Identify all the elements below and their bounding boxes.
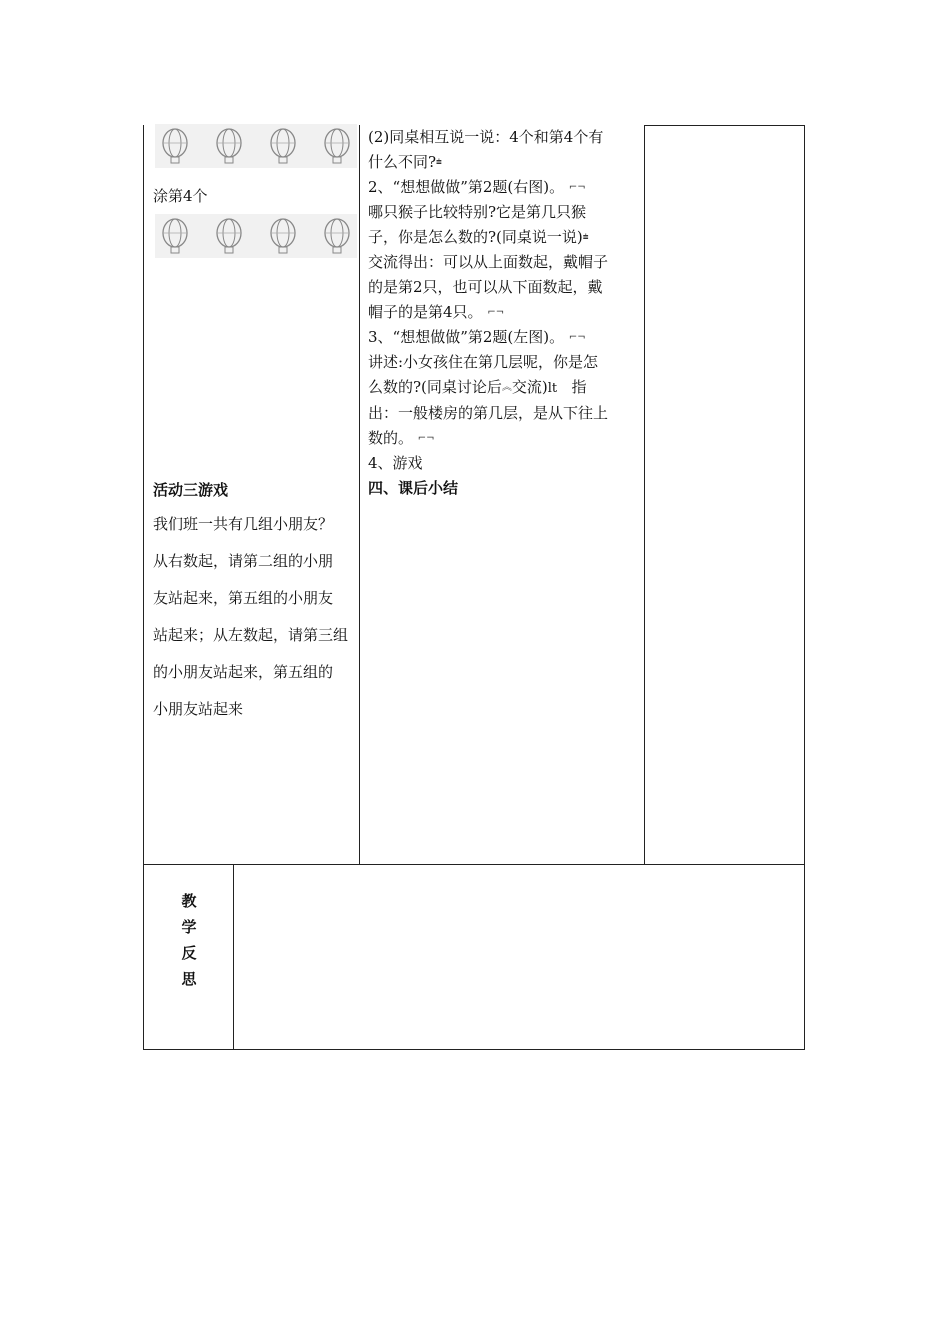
color-fourth-label: 涂第4个 [153, 187, 208, 205]
activity-line: 小朋友站起来 [153, 700, 244, 718]
balloon-icon [267, 216, 299, 256]
activity-text [153, 506, 358, 728]
reflection-char: 学 [181, 918, 197, 936]
balloon-icon [267, 126, 299, 166]
reflection-char: 教 [181, 892, 197, 910]
activity-line: 友站起来，第五组的小朋友 [153, 589, 334, 607]
process-line: 么数的?(同桌讨论后︽交流)lt 指 [368, 378, 587, 396]
balloon-icon [159, 126, 191, 166]
paragraph-mark-icon: ⌐¬ [487, 307, 505, 318]
process-line: 2、“想想做做”第2题(右图)。 ⌐¬ [368, 178, 586, 196]
summary-heading: 四、课后小结 [368, 479, 459, 497]
process-line: 数的。 ⌐¬ [368, 429, 435, 447]
process-line: 哪只猴子比较特别?它是第几只猴 [368, 203, 587, 221]
activity-line: 的小朋友站起来，第五组的 [153, 663, 334, 681]
reflection-content-area[interactable] [235, 866, 803, 1048]
process-line: 什么不同?⩧ [368, 153, 442, 171]
col-divider-1 [359, 125, 360, 865]
activity-line: 站起来；从左数起，请第三组 [153, 626, 349, 644]
process-line: 的是第2只，也可以从下面数起，戴 [368, 278, 603, 296]
process-line: 子，你是怎么数的?(同桌说一说)⩧ [368, 228, 589, 246]
balloon-row-bottom [155, 214, 357, 258]
paragraph-mark-icon: ⌐¬ [568, 182, 586, 193]
activity-title: 活动三游戏 [153, 481, 229, 499]
activity-line: 我们班一共有几组小朋友？ [153, 515, 334, 533]
process-line: 3、“想想做做”第2题(左图)。 ⌐¬ [368, 328, 586, 346]
chevron-mark-icon: ︽ [501, 382, 512, 393]
activity-line: 从右数起，请第二组的小朋 [153, 552, 334, 570]
reflection-divider [233, 865, 234, 1050]
process-line: 交流得出：可以从上面数起，戴帽子 [368, 253, 609, 271]
reflection-char: 反 [181, 944, 197, 962]
paragraph-mark-icon: ⌐¬ [417, 433, 435, 444]
balloon-icon [213, 126, 245, 166]
paragraph-mark-icon: ⩧ [582, 232, 589, 243]
reflection-label [178, 888, 200, 992]
table-top-right [644, 125, 805, 126]
table-bottom [143, 1049, 805, 1050]
balloon-icon [321, 126, 353, 166]
table-border-right [804, 125, 805, 1050]
process-line: 出：一般楼房的第几层，是从下往上 [368, 404, 609, 422]
teaching-process-text [368, 125, 638, 501]
col-divider-2 [644, 125, 645, 865]
balloon-icon [321, 216, 353, 256]
process-line: 4、游戏 [368, 454, 423, 472]
process-line: (2)同桌相互说一说：4个和第4个有 [368, 128, 604, 146]
balloon-icon [159, 216, 191, 256]
balloon-icon [213, 216, 245, 256]
process-line: 讲述:小女孩住在第几层呢，你是怎 [368, 353, 599, 371]
paragraph-mark-icon: ⩧ [436, 157, 442, 168]
table-border-left [143, 125, 144, 1050]
reflection-char: 思 [181, 970, 197, 988]
paragraph-mark-icon: ⌐¬ [568, 332, 586, 343]
row-divider [143, 864, 805, 865]
balloon-row-top [155, 124, 357, 168]
process-line: 帽子的是第4只。 ⌐¬ [368, 303, 505, 321]
